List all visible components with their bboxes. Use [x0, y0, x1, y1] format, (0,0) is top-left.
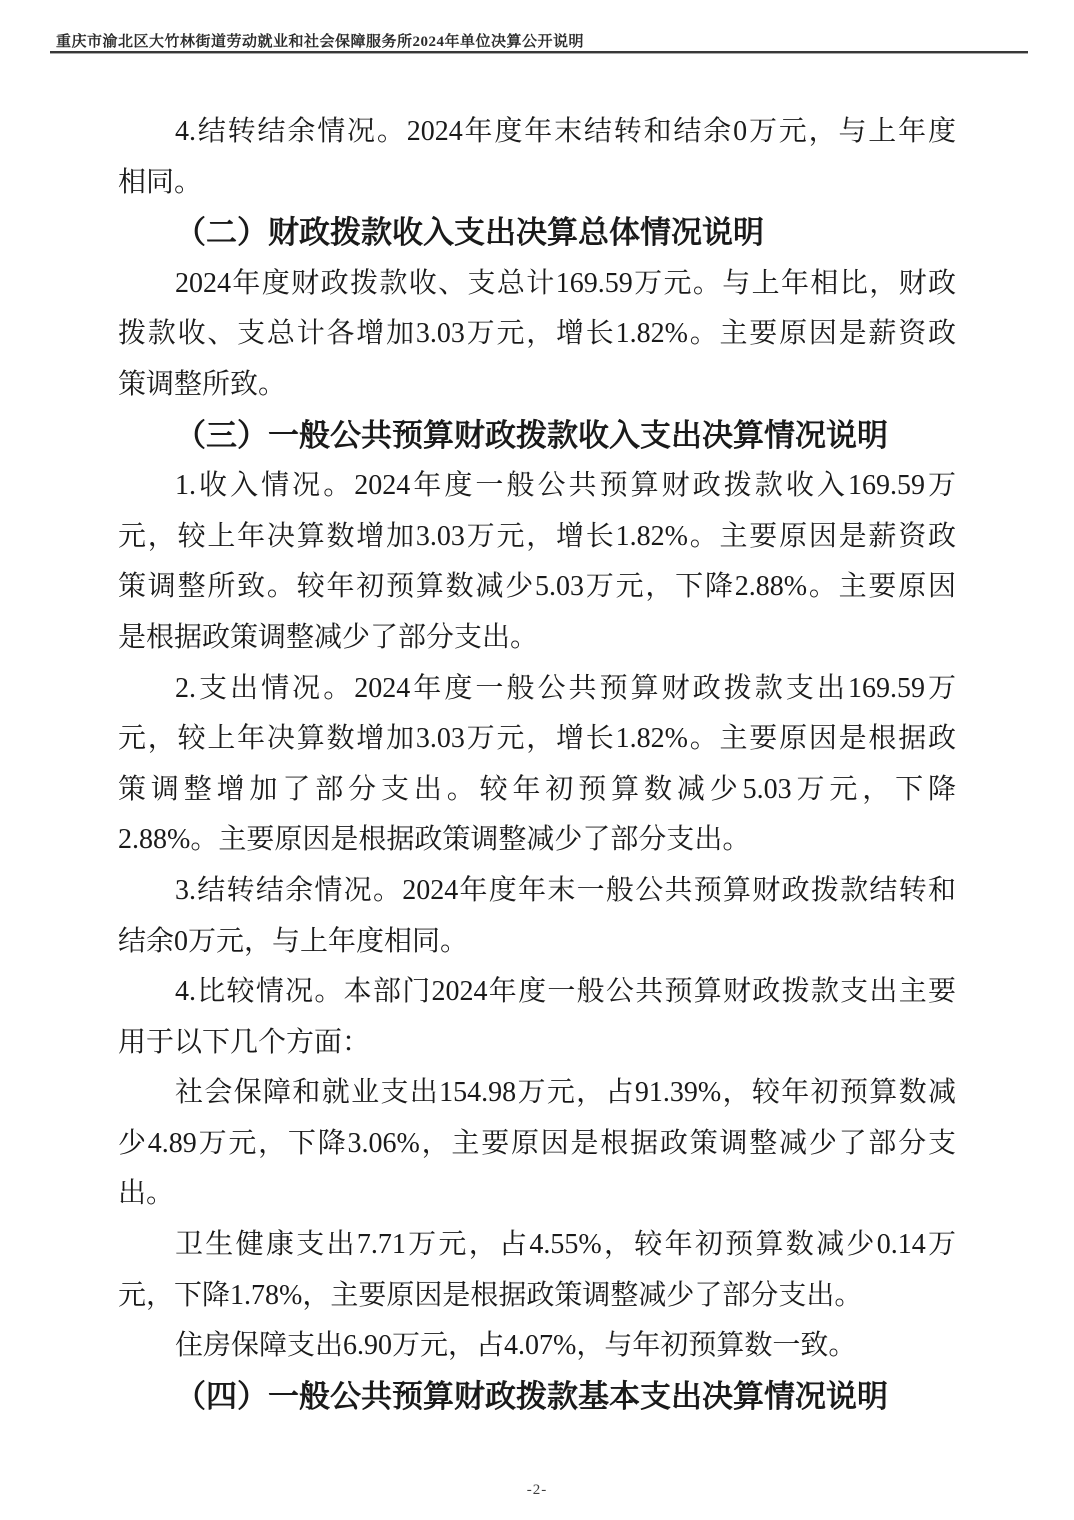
- paragraph-line: 元，下降1.78%，主要原因是根据政策调整减少了部分支出。: [118, 1279, 863, 1311]
- paragraph-line: 元，较上年决算数增加3.03万元，增长1.82%。主要原因是薪资政: [118, 520, 956, 552]
- section-heading: （三）一般公共预算财政拨款收入支出决算情况说明: [175, 417, 888, 453]
- paragraph-line: 1.收入情况。2024年度一般公共预算财政拨款收入169.59万: [175, 470, 956, 502]
- paragraph-line: 元，较上年决算数增加3.03万元，增长1.82%。主要原因是根据政: [118, 723, 956, 755]
- paragraph-line: 2024年度财政拨款收、支总计169.59万元。与上年相比，财政: [175, 267, 956, 299]
- paragraph-line: 出。: [118, 1178, 175, 1210]
- document-body: [118, 107, 956, 1422]
- paragraph-line: 策调整增加了部分支出。较年初预算数减少5.03万元，下降: [118, 773, 956, 805]
- paragraph-line: 4.结转结余情况。2024年度年末结转和结余0万元，与上年度: [175, 116, 956, 147]
- paragraph-line: 结余0万元，与上年度相同。: [118, 925, 469, 957]
- paragraph-line: 拨款收、支总计各增加3.03万元，增长1.82%。主要原因是薪资政: [118, 318, 956, 350]
- paragraph-line: 少4.89万元，下降3.06%，主要原因是根据政策调整减少了部分支: [118, 1127, 956, 1159]
- page-number: -2-: [526, 1482, 548, 1498]
- paragraph-line: 住房保障支出6.90万元，占4.07%，与年初预算数一致。: [175, 1330, 857, 1362]
- paragraph-line: 2.支出情况。2024年度一般公共预算财政拨款支出169.59万: [175, 672, 956, 704]
- section-heading: （二）财政拨款收入支出决算总体情况说明: [175, 215, 764, 251]
- paragraph-line: 4.比较情况。本部门2024年度一般公共预算财政拨款支出主要: [175, 976, 956, 1008]
- paragraph-line: 策调整所致。较年初预算数减少5.03万元，下降2.88%。主要原因: [118, 571, 956, 603]
- paragraph-line: 相同。: [118, 166, 203, 198]
- paragraph-line: 社会保障和就业支出154.98万元，占91.39%，较年初预算数减: [175, 1077, 956, 1109]
- page-header-title: 重庆市渝北区大竹林街道劳动就业和社会保障服务所2024年单位决算公开说明: [56, 34, 585, 50]
- section-heading: （四）一般公共预算财政拨款基本支出决算情况说明: [175, 1378, 888, 1414]
- paragraph-line: 用于以下几个方面：: [118, 1026, 371, 1058]
- paragraph-line: 3.结转结余情况。2024年度年末一般公共预算财政拨款结转和: [175, 874, 956, 906]
- paragraph-line: 卫生健康支出7.71万元，占4.55%，较年初预算数减少0.14万: [175, 1229, 956, 1261]
- header-rule: [50, 51, 1028, 54]
- paragraph-line: 是根据政策调整减少了部分支出。: [118, 621, 539, 653]
- paragraph-line: 2.88%。主要原因是根据政策调整减少了部分支出。: [118, 824, 751, 856]
- paragraph-line: 策调整所致。: [118, 368, 287, 400]
